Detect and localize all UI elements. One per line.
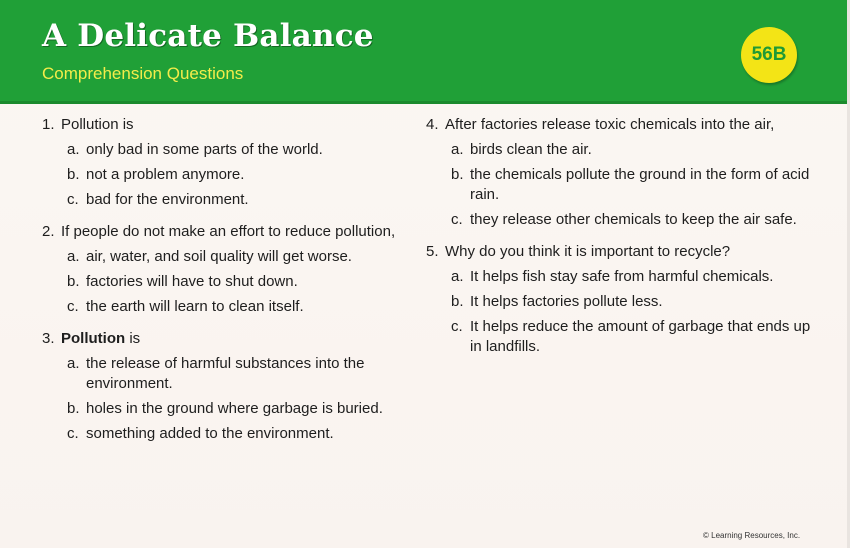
option-text: holes in the ground where garbage is buried.: [86, 400, 383, 417]
option-letter: a.: [67, 248, 80, 265]
card-subtitle: Comprehension Questions: [42, 64, 244, 83]
option-text: something added to the environment.: [86, 425, 334, 442]
option-text: It helps fish stay safe from harmful chemicals.: [470, 268, 774, 285]
question-1: [42, 115, 412, 210]
answer-option: [67, 165, 412, 185]
answer-option: [451, 317, 811, 357]
option-letter: c.: [451, 318, 463, 335]
answer-option: [67, 399, 412, 419]
answer-options: [67, 354, 412, 444]
answer-option: [67, 247, 412, 267]
option-text: only bad in some parts of the world.: [86, 141, 323, 158]
option-text: they release other chemicals to keep the air safe.: [470, 211, 797, 228]
question-text: After factories release toxic chemicals into the air,: [445, 116, 775, 133]
option-letter: c.: [67, 191, 79, 208]
option-letter: b.: [451, 293, 464, 310]
question-text: Why do you think it is important to recycle?: [445, 243, 731, 260]
answer-option: [67, 140, 412, 160]
answer-option: [67, 190, 412, 210]
answer-option: [67, 354, 412, 394]
option-text: the release of harmful substances into the environment.: [86, 355, 365, 392]
option-letter: a.: [67, 355, 80, 372]
key-term: Pollution: [61, 330, 126, 347]
answer-options: [451, 140, 811, 230]
option-text: birds clean the air.: [470, 141, 592, 158]
question-number: 2.: [42, 223, 55, 240]
option-text: the earth will learn to clean itself.: [86, 298, 304, 315]
option-letter: b.: [67, 273, 80, 290]
question-text: If people do not make an effort to reduce pollution,: [61, 223, 396, 240]
question-number: 5.: [426, 243, 439, 260]
option-text: the chemicals pollute the ground in the form of acid rain.: [470, 166, 810, 203]
question-2: [42, 222, 412, 317]
question-text: [61, 329, 412, 349]
question-number: 1.: [42, 116, 55, 133]
option-letter: b.: [67, 166, 80, 183]
option-letter: a.: [451, 268, 464, 285]
answer-options: [67, 247, 412, 317]
answer-option: [67, 272, 412, 292]
option-letter: a.: [451, 141, 464, 158]
card-number-badge: 56B: [741, 27, 797, 83]
option-text: not a problem anymore.: [86, 166, 245, 183]
option-letter: b.: [67, 400, 80, 417]
option-letter: c.: [67, 298, 79, 315]
option-letter: c.: [67, 425, 79, 442]
option-text: bad for the environment.: [86, 191, 249, 208]
option-text: factories will have to shut down.: [86, 273, 298, 290]
answer-option: [451, 165, 811, 205]
copyright-notice: © Learning Resources, Inc.: [703, 531, 801, 540]
answer-option: [67, 424, 412, 444]
option-text: air, water, and soil quality will get worse.: [86, 248, 352, 265]
answer-options: [67, 140, 412, 210]
answer-option: [451, 267, 811, 287]
left-column: [42, 115, 412, 456]
option-letter: b.: [451, 166, 464, 183]
question-4: [426, 115, 811, 230]
right-column: [426, 115, 811, 369]
option-text: It helps factories pollute less.: [470, 293, 663, 310]
question-5: [426, 242, 811, 357]
option-letter: c.: [451, 211, 463, 228]
option-text: It helps reduce the amount of garbage that ends up in landfills.: [470, 318, 811, 355]
answer-option: [451, 210, 811, 230]
question-number: 3.: [42, 330, 55, 347]
question-text: Pollution is: [61, 116, 134, 133]
answer-option: [451, 140, 811, 160]
answer-options: [451, 267, 811, 357]
card-header: [0, 0, 850, 104]
card-title: A Delicate Balance: [42, 18, 374, 54]
option-letter: a.: [67, 141, 80, 158]
question-text-rest: is: [125, 330, 141, 347]
question-3: [42, 329, 412, 444]
answer-option: [67, 297, 412, 317]
answer-option: [451, 292, 811, 312]
question-number: 4.: [426, 116, 439, 133]
